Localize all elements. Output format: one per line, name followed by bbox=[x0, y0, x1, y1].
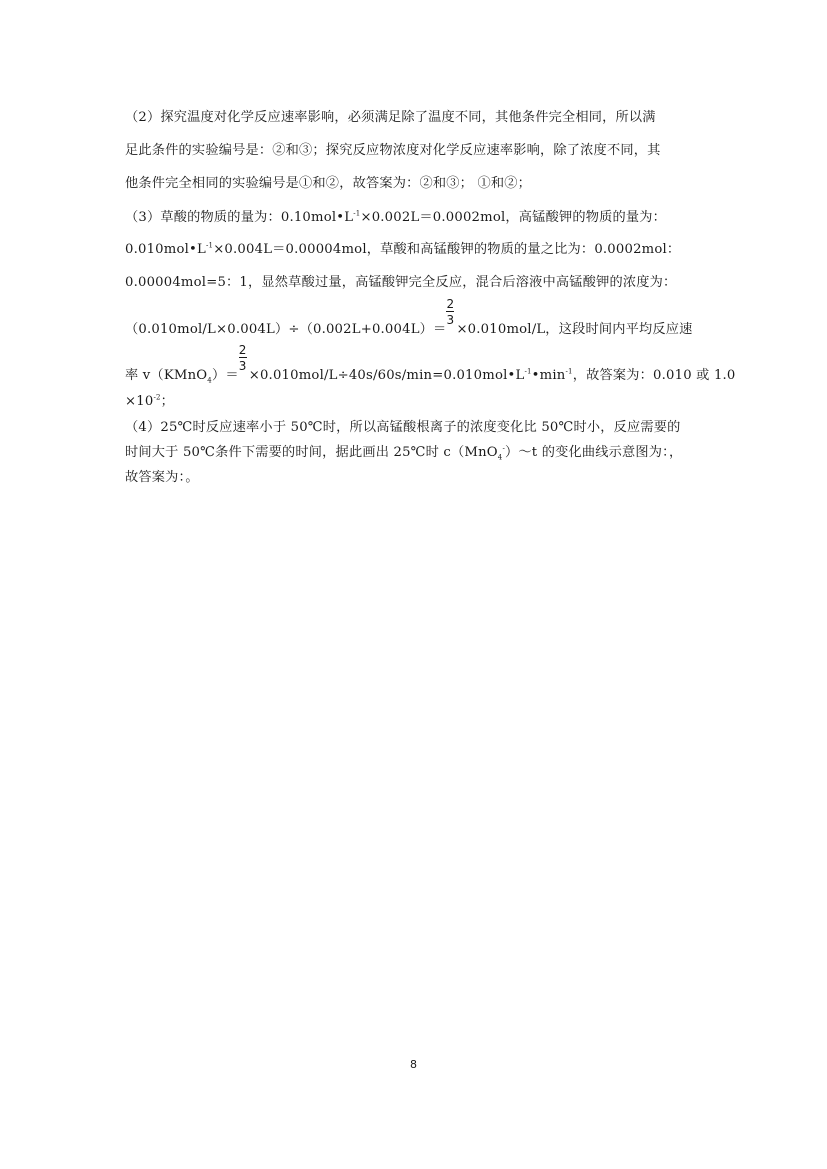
para3-line2 bbox=[125, 238, 705, 257]
fraction-denominator: 3 bbox=[238, 359, 247, 373]
text: •min bbox=[531, 368, 566, 383]
subscript: 4 bbox=[497, 453, 503, 462]
fraction-numerator: 2 bbox=[446, 297, 455, 311]
fraction-denominator: 3 bbox=[446, 313, 455, 327]
text: 0.010mol•L bbox=[125, 242, 206, 257]
superscript: -1 bbox=[565, 367, 573, 376]
para3-line3: 0.00004mol=5：1，显然草酸过量，高锰酸钾完全反应，混合后溶液中高锰酸钾的浓度为： bbox=[125, 275, 677, 290]
para2-line1: （2）探究温度对化学反应速率影响，必须满足除了温度不同，其他条件完全相同，所以满 bbox=[125, 110, 656, 125]
text: ×0.010mol/L÷40s/60s/min=0.010mol•L bbox=[248, 368, 525, 383]
fraction-bar bbox=[239, 357, 247, 358]
fraction bbox=[238, 343, 249, 379]
para2-line2: 足此条件的实验编号是：②和③；探究反应物浓度对化学反应速率影响，除了浓度不同，其 bbox=[125, 143, 661, 158]
text: ； bbox=[160, 394, 175, 409]
para4-line1: （4）25℃时反应速率小于 50℃时，所以高锰酸根离子的浓度变化比 50℃时小，反应需要的 bbox=[125, 420, 681, 435]
superscript: -1 bbox=[524, 367, 532, 376]
text: ×0.010mol/L，这段时间内平均反应速 bbox=[456, 322, 693, 337]
subscript: 4 bbox=[207, 376, 212, 385]
text: ，故答案为：0.010 或 1.0 bbox=[572, 368, 736, 383]
text: （3）草酸的物质的量为：0.10mol•L bbox=[125, 210, 354, 225]
text: ）～t 的变化曲线示意图为：， bbox=[505, 445, 683, 460]
text: 时间大于 50℃条件下需要的时间，据此画出 25℃时 c（MnO bbox=[125, 445, 498, 460]
superscript: - bbox=[502, 444, 506, 453]
para3-line4 bbox=[125, 297, 705, 337]
superscript: -1 bbox=[205, 241, 214, 250]
page-number: 8 bbox=[410, 1058, 417, 1071]
text: ）＝ bbox=[211, 368, 239, 383]
para4-line2 bbox=[125, 441, 705, 460]
text: ×10 bbox=[125, 394, 154, 409]
fraction-numerator: 2 bbox=[238, 343, 247, 357]
fraction-bar bbox=[446, 311, 454, 312]
superscript: -1 bbox=[353, 209, 361, 218]
text: ×0.004L＝0.00004mol，草酸和高锰酸钾的物质的量之比为：0.0002mol： bbox=[213, 242, 681, 257]
para4-line3: 故答案为：。 bbox=[125, 470, 199, 485]
para3-line1 bbox=[125, 206, 705, 225]
para3-line6 bbox=[125, 390, 705, 409]
text: ×0.002L＝0.0002mol，高锰酸钾的物质的量为： bbox=[360, 210, 667, 225]
text: （0.010mol/L×0.004L）÷（0.002L+0.004L）＝ bbox=[125, 322, 447, 337]
para2-line3: 他条件完全相同的实验编号是①和②，故答案为：②和③； ①和②； bbox=[125, 176, 532, 191]
fraction bbox=[446, 297, 456, 333]
para3-line5 bbox=[125, 343, 736, 385]
text: 率 v（KMnO bbox=[125, 368, 208, 383]
superscript: -2 bbox=[153, 393, 161, 402]
